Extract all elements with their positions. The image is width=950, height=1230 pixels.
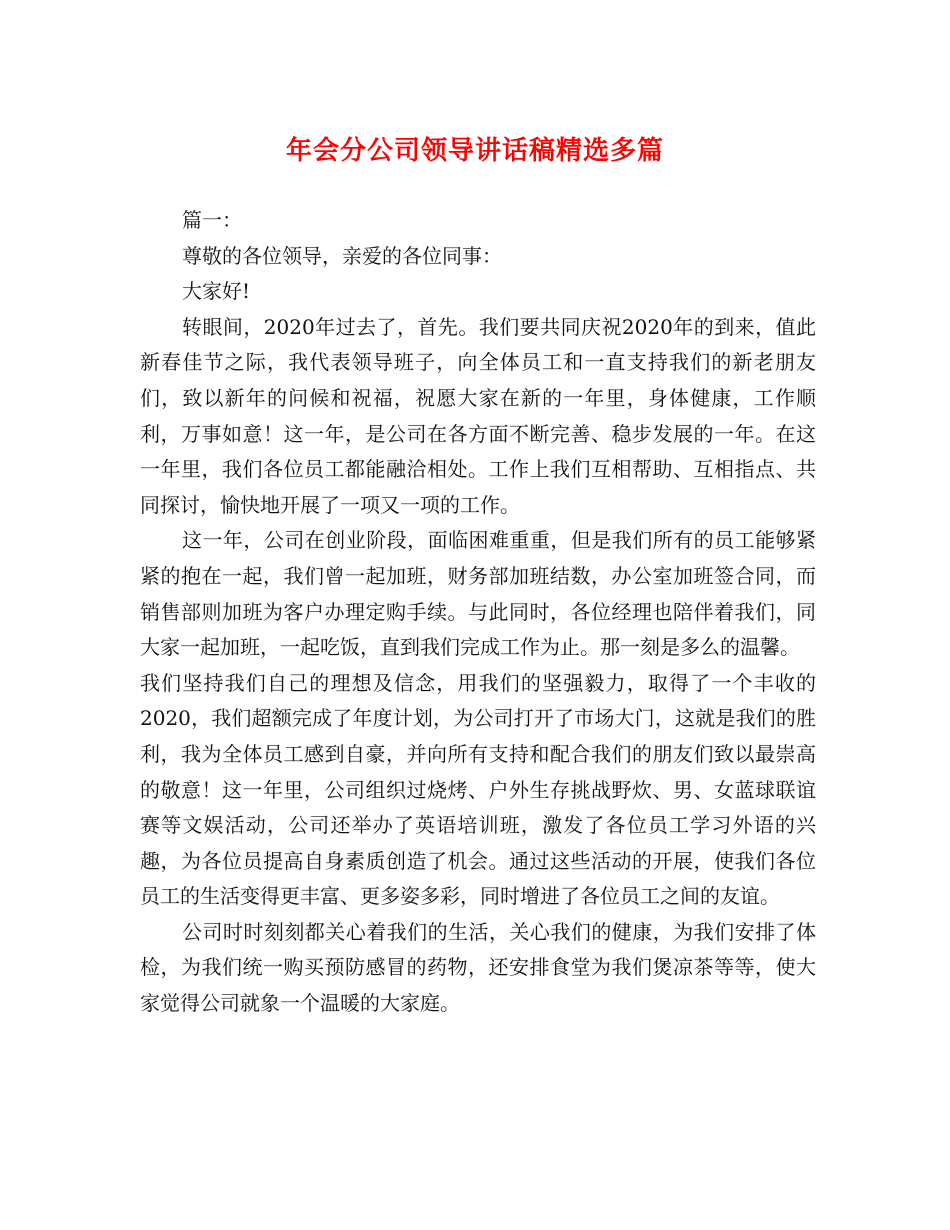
paragraph: 大家好!	[182, 279, 251, 304]
paragraph: 篇一：	[182, 208, 242, 232]
paragraph: 转眼间，2020年过去了，首先。我们要共同庆祝2020年的到来，值此新春佳节之际，我代表领导班子，向全体员工和一直支持我们的新老朋友们，致以新年的问候和祝福，祝愿大家在新的一年里，身体健康，工作顺利，万事如意！这一年，是公司在各方面不断完善、稳步发展的一年。在这一年里，我们各位员工都能融洽相处。工作上我们互相帮助、互相指点、共同探讨，愉快地开展了一项又一项的工作。	[140, 314, 816, 517]
paragraph: 公司时时刻刻都关心着我们的生活，关心我们的健康，为我们安排了体检，为我们统一购买预防感冒的药物，还安排食堂为我们煲凉茶等等，使大家觉得公司就象一个温暖的大家庭。	[140, 919, 816, 1016]
paragraph: 我们坚持我们自己的理想及信念，用我们的坚强毅力，取得了一个丰收的2020，我们超额完成了年度计划，为公司打开了市场大门，这就是我们的胜利，我为全体员工感到自豪，并向所有支持和配合我们的朋友们致以最崇高的敬意！这一年里，公司组织过烧烤、户外生存挑战野炊、男、女蓝球联谊赛等文娱活动，公司还举办了英语培训班，激发了各位员工学习外语的兴趣，为各位员提高自身素质创造了机会。通过这些活动的开展，使我们各位员工的生活变得更丰富、更多姿多彩，同时增进了各位员工之间的友谊。	[140, 670, 816, 909]
paragraph: 这一年，公司在创业阶段，面临困难重重，但是我们所有的员工能够紧紧的抱在一起，我们曾一起加班，财务部加班结数，办公室加班签合同，而销售部则加班为客户办理定购手续。与此同时，各位经理也陪伴着我们，同大家一起加班，一起吃饭，直到我们完成工作为止。那一刻是多么的温馨。	[140, 528, 816, 660]
paragraph: 尊敬的各位领导，亲爱的各位同事：	[182, 243, 502, 268]
document-body	[140, 203, 816, 1022]
document-title: 年会分公司领导讲话稿精选多篇	[285, 136, 664, 166]
